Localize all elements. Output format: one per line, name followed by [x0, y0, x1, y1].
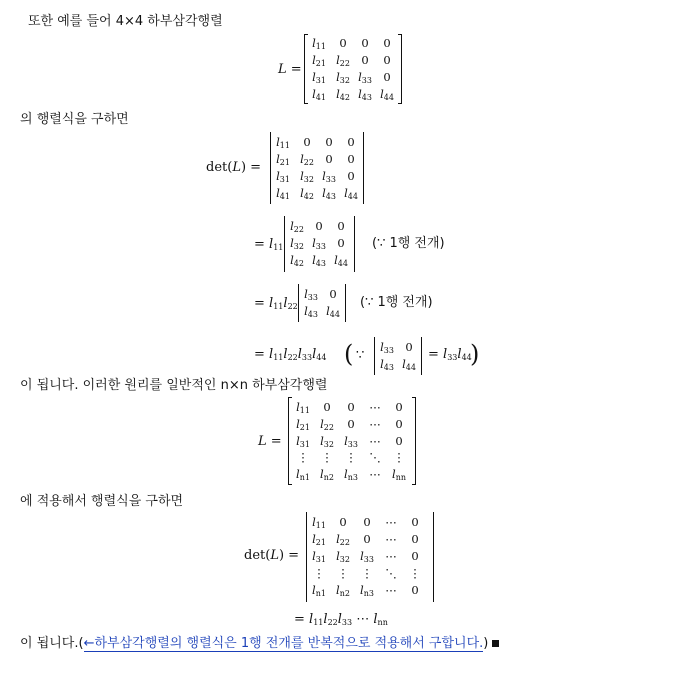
because-symbol: ∵ [356, 348, 365, 363]
final-product: = $l_{11}l_{22}l_{33}$ ⋯ $l_{nn}$ [294, 612, 388, 627]
step-1-lhs: = $l_{11}$ [254, 237, 284, 252]
line-2-text: 의 행렬식을 구하면 [20, 112, 129, 127]
step-2-lhs: = $l_{11}l_{22}$ [254, 296, 298, 311]
det-2x2-because: $l_{33}$ 0 $l_{43}$ $l_{44}$ [374, 337, 424, 375]
because-close-paren: ) [470, 340, 480, 368]
back-reference-link[interactable]: ←하부삼각행렬의 행렬식은 1행 전개를 반복적으로 적용해서 구합니다. [83, 636, 484, 651]
det-2x2: $l_{33}$ 0 $l_{43}$ $l_{44}$ [298, 284, 348, 322]
line-5 [20, 636, 499, 652]
row-expansion-note-2: (∵ 1행 전개) [360, 295, 433, 310]
step-3-lhs: = $l_{11}l_{22}l_{33}l_{44}$ [254, 347, 327, 362]
det-l-n-label: det(L) = [244, 548, 300, 563]
because-result: = $l_{33}l_{44}$ [428, 347, 472, 362]
line-5-close-paren: ) [483, 636, 489, 651]
line-3-text: 이 됩니다. 이러한 원리를 일반적인 n×n 하부삼각행렬 [20, 378, 328, 393]
matrix-l-nxn: $l_{11}$ 0 0 ⋯ 0 $l_{21}$ $l_{22}$ 0 ⋯ 0 $l_{31}$ $l_{32}$ $l_{33}$ ⋯ 0 ⋮ ⋮ ⋮ ⋱ ⋮ $l_{n1}$ $l_{n2}$ $l_{n3}$ ⋯ $l_{nn}$ [288, 397, 418, 485]
line-5-open-paren: ( [78, 636, 84, 651]
line-5-prefix: 이 됩니다. [20, 636, 79, 651]
row-expansion-note-1: (∵ 1행 전개) [372, 236, 445, 251]
because-open-paren: ( [344, 340, 354, 368]
det-4x4: $l_{11}$ 0 0 0 $l_{21}$ $l_{22}$ 0 0 $l_{31}$ $l_{32}$ $l_{33}$ 0 $l_{41}$ $l_{42}$ $l_{43}$ $l_{44}$ [270, 132, 366, 204]
filled-square-icon [492, 640, 499, 647]
matrix-l-label: L = [278, 62, 302, 77]
matrix-l-n-label: L = [258, 434, 282, 449]
matrix-l-4x4: $l_{11}$ 0 0 0 $l_{21}$ $l_{22}$ 0 0 $l_{31}$ $l_{32}$ $l_{33}$ 0 $l_{41}$ $l_{42}$ $l_{43}$ $l_{44}$ [304, 34, 404, 104]
det-l-label: det(L) = [206, 160, 262, 175]
line-4-text: 에 적용해서 행렬식을 구하면 [20, 494, 184, 509]
det-3x3: $l_{22}$ 0 0 $l_{32}$ $l_{33}$ 0 $l_{42}$ $l_{43}$ $l_{44}$ [284, 216, 356, 272]
det-nxn: $l_{11}$ 0 0 ⋯ 0 $l_{21}$ $l_{22}$ 0 ⋯ 0 $l_{31}$ $l_{32}$ $l_{33}$ ⋯ 0 ⋮ ⋮ ⋮ ⋱ ⋮ $l_{n1}$ $l_{n2}$ $l_{n3}$ ⋯ 0 [306, 512, 436, 602]
intro-text: 또한 예를 들어 4×4 하부삼각행렬 [28, 14, 223, 29]
